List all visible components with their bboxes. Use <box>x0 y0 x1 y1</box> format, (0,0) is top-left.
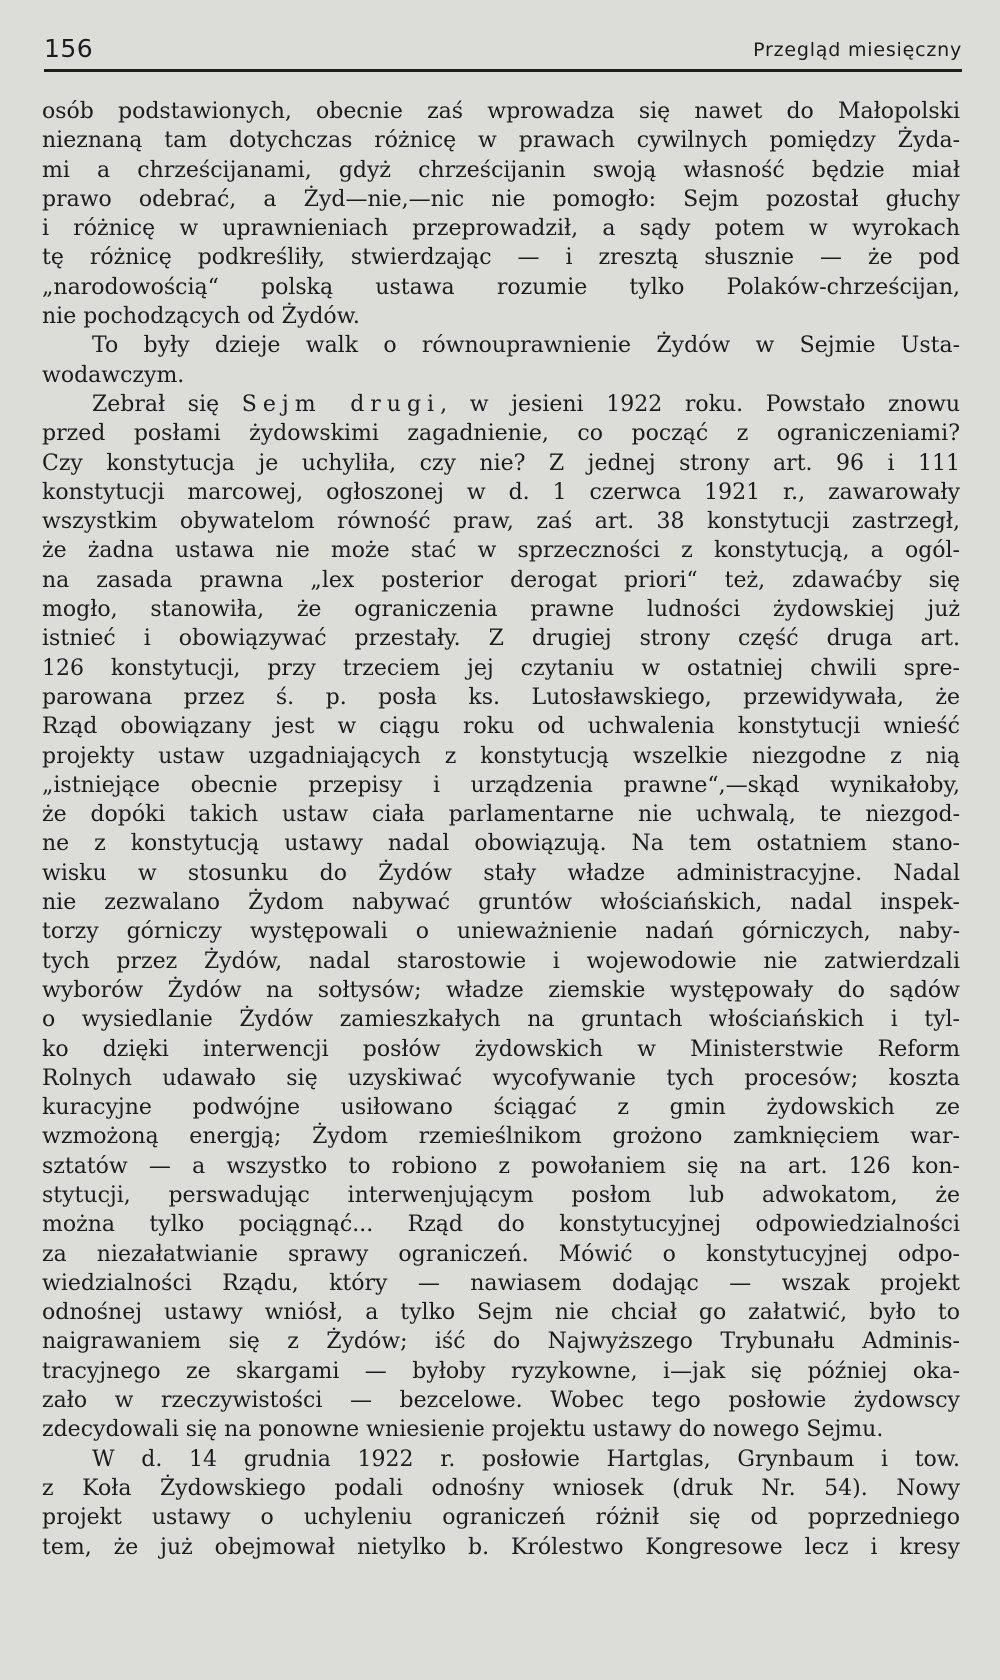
text-line: projekt ustawy o uchyleniu ograniczeń różnił się od poprzedniego <box>42 1505 960 1531</box>
text-line: za niezałatwianie sprawy ograniczeń. Mówić o konstytucyjnej odpo- <box>42 1241 960 1267</box>
text-line: mogło, stanowiła, że ograniczenia prawne ludności żydowskiej już <box>42 597 960 623</box>
text-line: sztatów — a wszystko to robiono z powołaniem się na art. 126 kon- <box>42 1153 960 1179</box>
text-line: tych przez Żydów, nadal starostowie i wojewodowie nie zatwierdzali <box>42 948 960 974</box>
text-line: wszystkim obywatelom równość praw, zaś art. 38 konstytucji zastrzegł, <box>42 509 960 535</box>
running-title: Przegląd miesięczny <box>753 39 962 61</box>
sejm-line-after: , w jesieni 1922 roku. Powstało znowu <box>440 391 960 417</box>
text-line: W d. 14 grudnia 1922 r. posłowie Hartglas, Grynbaum i tow. <box>92 1446 960 1472</box>
text-line: mi a chrześcijanami, gdyż chrześcijanin swoją własność będzie miał <box>42 157 960 183</box>
text-line: wyborów Żydów na sołtysów; władze ziemskie występowały do sądów <box>42 977 960 1003</box>
text-line: ko dzięki interwencji posłów żydowskich w Ministerstwie Reform <box>42 1036 960 1062</box>
body-text <box>42 97 960 1562</box>
text-line: odnośnej ustawy wniósł, a tylko Sejm nie chciał go załatwić, było to <box>42 1300 960 1326</box>
text-line: tę różnicę podkreśliły, stwierdzając — i zresztą słusznie — że pod <box>42 245 960 271</box>
text-line: wzmożoną energją; Żydom rzemieślnikom grożono zamknięciem war- <box>42 1124 960 1150</box>
text-line: na zasada prawna „lex posterior derogat priori“ też, zdawaćby się <box>42 567 960 593</box>
text-line: „narodowością“ polską ustawa rozumie tylko Polaków-chrześcijan, <box>42 274 960 300</box>
text-line: wisku w stosunku do Żydów stały władze administracyjne. Nadal <box>42 860 960 886</box>
text-line: zdecydowali się na ponowne wniesienie projektu ustawy do nowego Sejmu. <box>42 1417 884 1443</box>
text-line: „istniejące obecnie przepisy i urządzenia prawne“,—skąd wynikałoby, <box>42 772 960 798</box>
text-line: prawo odebrać, a Żyd—nie,—nic nie pomogło: Sejm pozostał głuchy <box>42 186 960 212</box>
text-line: przed posłami żydowskimi zagadnienie, co począć z ograniczeniami? <box>42 421 960 447</box>
sejm-line-before: Zebrał się <box>92 391 242 417</box>
text-line: zało w rzeczywistości — bezcelowe. Wobec tego posłowie żydowscy <box>42 1388 960 1414</box>
text-line: nie zezwalano Żydom nabywać gruntów włościańskich, nadal inspek- <box>42 890 960 916</box>
text-line: Rolnych udawało się uzyskiwać wycofywanie tych procesów; koszta <box>42 1065 960 1091</box>
text-line: tem, że już obejmował nietylko b. Królestwo Kongresowe lecz i kresy <box>42 1534 960 1560</box>
text-line: istnieć i obowiązywać przestały. Z drugiej strony część druga art. <box>42 626 960 652</box>
text-line: że żadna ustawa nie może stać w sprzeczności z konstytucją, a ogól- <box>42 538 960 564</box>
text-line: To były dzieje walk o równouprawnienie Żydów w Sejmie Usta- <box>92 333 960 359</box>
header-rule <box>44 69 962 72</box>
text-line: ne z konstytucją ustawy nadal obowiązują. Na tem ostatniem stano- <box>42 831 960 857</box>
text-line: torzy górniczy występowali o unieważnienie nadań górniczych, naby- <box>42 919 960 945</box>
text-line: o wysiedlanie Żydów zamieszkałych na gruntach włościańskich i tyl- <box>42 1007 960 1033</box>
text-line: parowana przez ś. p. posła ks. Lutosławskiego, przewidywała, że <box>42 684 960 710</box>
text-line: z Koła Żydowskiego podali odnośny wniosek (druk Nr. 54). Nowy <box>42 1475 960 1501</box>
text-line: można tylko pociągnąć... Rząd do konstytucyjnej odpowiedzialności <box>42 1212 960 1238</box>
text-line-sejm <box>42 390 960 419</box>
text-line: stytucji, perswadując interwenjującym posłom lub adwokatom, że <box>42 1182 960 1208</box>
text-line: Czy konstytucja je uchyliła, czy nie? Z jednej strony art. 96 i 111 <box>42 450 960 476</box>
page-number: 156 <box>44 34 94 63</box>
text-line: 126 konstytucji, przy trzeciem jej czytaniu w ostatniej chwili spre- <box>42 655 960 681</box>
text-line: wodawczym. <box>42 362 185 388</box>
text-line: projekty ustaw uzgadniających z konstytucją wszelkie niezgodne z nią <box>42 743 960 769</box>
text-line: nie pochodzących od Żydów. <box>42 304 360 330</box>
text-line: Rząd obowiązany jest w ciągu roku od uchwalenia konstytucji wnieść <box>42 714 960 740</box>
text-line: naigrawaniem się z Żydów; iść do Najwyższego Trybunału Adminis- <box>42 1329 960 1355</box>
text-line: tracyjnego ze skargami — byłoby ryzykowne, i—jak się później oka- <box>42 1358 960 1384</box>
text-line: konstytucji marcowej, ogłoszonej w d. 1 czerwca 1921 r., zawarowały <box>42 479 960 505</box>
text-line: osób podstawionych, obecnie zaś wprowadza się nawet do Małopolski <box>42 99 960 124</box>
text-line: że dopóki takich ustaw ciała parlamentarne nie uchwalą, te niezgod- <box>42 802 960 828</box>
text-line: kuracyjne podwójne usiłowano ściągać z gmin żydowskich ze <box>42 1095 960 1121</box>
text-line: wiedzialności Rządu, który — nawiasem dodając — wszak projekt <box>42 1270 960 1296</box>
sejm-drugi-spaced: Sejm drugi <box>241 391 441 417</box>
page-header <box>44 34 962 68</box>
text-line: nieznaną tam dotychczas różnicę w prawach cywilnych pomiędzy Żyda- <box>42 128 960 154</box>
text-line: i różnicę w uprawnieniach przeprowadził, a sądy potem w wyrokach <box>42 216 960 242</box>
